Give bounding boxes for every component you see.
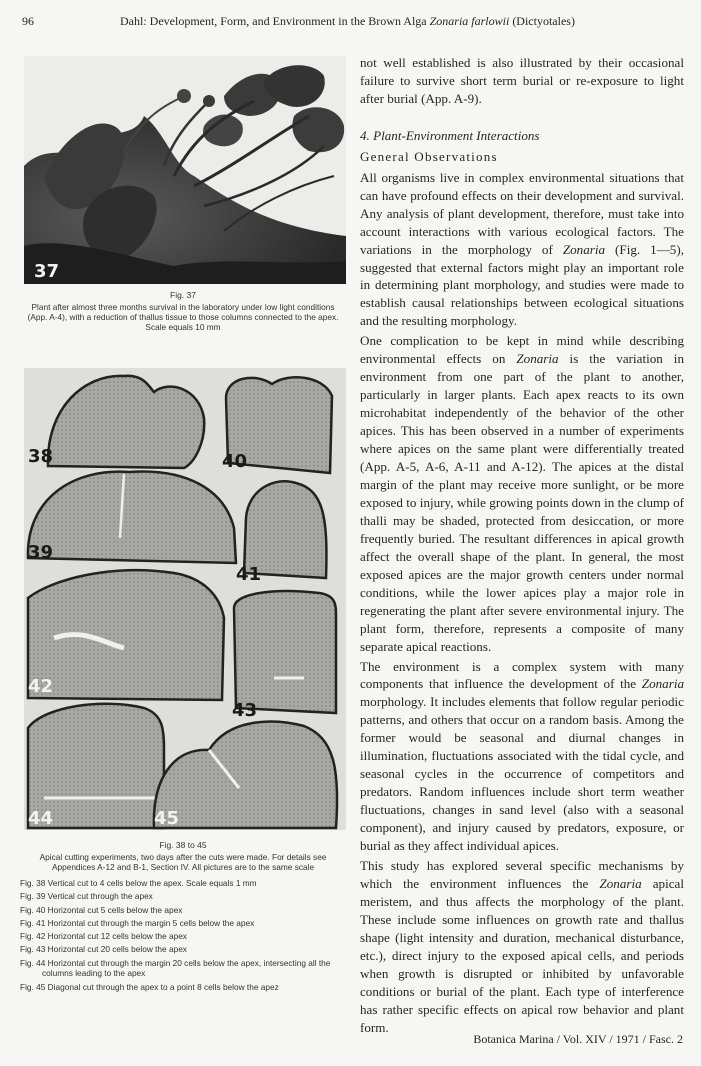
legend-item: Fig. 42 Horizontal cut 12 cells below the apex bbox=[20, 931, 187, 942]
legend-item: Fig. 41 Horizontal cut through the margin 5 cells below the apex bbox=[20, 917, 255, 928]
legend-item: Fig. 45 Diagonal cut through the apex to a point 8 cells below the apez bbox=[20, 981, 279, 992]
fig37-plate-number: 37 bbox=[34, 261, 60, 282]
fig40-plate-number: 40 bbox=[222, 451, 248, 472]
figure-37 bbox=[20, 56, 346, 332]
legend-item: Fig. 38 Vertical cut to 4 cells below the apex. Scale equals 1 mm bbox=[20, 878, 257, 888]
figure-38-45 bbox=[20, 368, 346, 995]
fig38-45-caption: Apical cutting experiments, two days after the cuts were made. For details see Appendices A-12 and B-1, Section IV. All pictures are to the same scale bbox=[39, 852, 327, 872]
fig45-plate-number: 45 bbox=[154, 808, 180, 829]
fig-legend-list bbox=[20, 878, 346, 992]
fig39-plate-number: 39 bbox=[28, 542, 54, 563]
legend-item: Fig. 43 Horizontal cut 20 cells below the apex bbox=[20, 944, 187, 955]
fig37-photo bbox=[24, 56, 346, 284]
running-head: Dahl: Development, Form, and Environment in the Brown Alga Zonaria farlowii (Dictyotales) bbox=[120, 14, 575, 28]
paragraph-4: This study has explored several specific mechanisms by which the environment influences the Zonaria apical meristem, and thus affects the morphology of the plant. These include some influences on growth rate and thallus shape (light intensity and duration, mechanical disturbance, etc.), direct injury to the exposed apical cells, and periods when growth is disrupted or inhibited by unfavorable conditions or burial of the plant. Each type of interference has rather specific effects on apical row behavior and plant form. bbox=[360, 857, 684, 1035]
paragraph-continued: not well established is also illustrated by their occasional failure to survive short term burial or re-exposure to light after burial (App. A-9). bbox=[360, 55, 684, 106]
fig38-plate-number: 38 bbox=[28, 446, 54, 467]
body-text-column bbox=[360, 54, 684, 1037]
fig41-plate-number: 41 bbox=[236, 564, 262, 585]
section-title: 4. Plant-Environment Interactions bbox=[360, 127, 540, 143]
paragraph-3: The environment is a complex system with many components that influence the development of the Zonaria morphology. It includes elements that follow regular periodic patterns, and others that occur on a random basis. Among the former would be seasonal and diurnal changes in illumination, fluctuations associated with the tidal cycle, and seasonal cycles in the occurrence of competitors and predators. Random influences include short term weather fluctuations, changes in sand level (also with a seasonal component), and injury caused by predators, exposure, or burial as they affect individual apices. bbox=[360, 658, 684, 854]
subsection-title: General Observations bbox=[360, 148, 498, 164]
journal-footer: Botanica Marina / Vol. XIV / 1971 / Fasc. 2 bbox=[473, 1032, 683, 1046]
fig38-45-title: Fig. 38 to 45 bbox=[159, 840, 207, 850]
paragraph-2: One complication to be kept in mind while describing environmental effects on Zonaria is the variation in environment from one part of the plant to another, particularly in larger plants. Each apex reacts to its own microhabitat independently of the behavior of the other apices. This has been observed in a number of experiments where apices on the same plant were differentially treated (App. A-5, A-6, A-11 and A-12). The apices at the distal margin of the plant may receive more sunlight, or be more exposed to injury, while growing points down in the clump of thalli may be shaded, protected from desiccation, or more frequently buried. The resultant differences in apical growth affect the overall shape of the plant. In general, the most exposed apices are the major growth centers under normal conditions, while the lower apices play a major role in regenerating the plant after severe environmental injury. The plant form, therefore, represents a composite of many separate apical reactions. bbox=[360, 333, 684, 654]
fig37-title: Fig. 37 bbox=[170, 290, 196, 300]
page-number: 96 bbox=[22, 14, 34, 28]
fig43-plate-number: 43 bbox=[232, 700, 258, 721]
legend-item: Fig. 40 Horizontal cut 5 cells below the apex bbox=[20, 904, 183, 915]
legend-item: Fig. 39 Vertical cut through the apex bbox=[20, 891, 153, 902]
legend-item: Fig. 44 Horizontal cut through the margin 20 cells below the apex, intersecting all the columns leading to the apex bbox=[20, 957, 331, 979]
fig38-45-plate bbox=[24, 368, 346, 830]
fig42-plate-number: 42 bbox=[28, 676, 54, 697]
paragraph-1: All organisms live in complex environmental situations that can have profound effects on their development and survival. Any analysis of plant development, therefore, must take into account interactions with various ecological factors. The variations in the morphology of Zonaria (Fig. 1—5), suggested that external factors might play an important role in determining plant morphology, and studies were made to establish causal relationships between ecological situations and the resulting morphology. bbox=[360, 169, 684, 329]
fig38-45-plate-image bbox=[24, 368, 346, 830]
fig37-plant-image bbox=[24, 56, 346, 284]
fig37-caption: Plant after almost three months survival in the laboratory under low light conditions (App. A-4), with a reduction of thallus tissue to those columns connected to the apex. Scale equals 10 mm bbox=[27, 302, 339, 332]
fig44-plate-number: 44 bbox=[28, 808, 54, 829]
